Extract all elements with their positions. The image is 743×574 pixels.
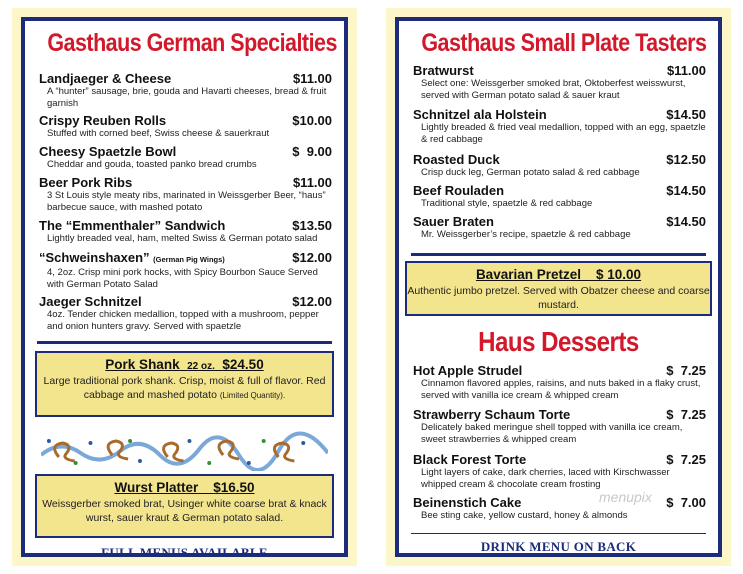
box-body: Authentic jumbo pretzel. Served with Obatzer cheese and coarse mustard.: [407, 285, 710, 311]
item-price: $11.00: [292, 175, 332, 190]
box-body: Weissgerber smoked brat, Usinger white coarse brat & knack wurst, sauer kraut & German potato salad.: [42, 498, 327, 524]
item-price: $14.50: [666, 183, 706, 198]
right-menu-panel: [386, 8, 731, 566]
box-heading-price: $16.50: [213, 480, 255, 495]
item-name: Sauer Braten: [413, 214, 494, 229]
item-name: Beinenstich Cake: [413, 495, 522, 510]
item-desc: Lightly breaded & fried veal medallion, topped with an egg, spaetzle & red cabbage: [421, 122, 706, 145]
item-note: (German Pig Wings): [153, 255, 225, 264]
item-desc: Cinnamon flavored apples, raisins, and nuts baked in a flaky crust, served with vanilla ice cream & whipped cream: [421, 378, 701, 401]
item-price: $14.50: [666, 107, 706, 122]
dessert-item: [413, 495, 706, 522]
item-name: Jaeger Schnitzel: [39, 294, 142, 309]
item-name: Cheesy Spaetzle Bowl: [39, 144, 177, 159]
item-desc: Crisp duck leg, German potato salad & red cabbage: [421, 167, 640, 178]
menu-item: [413, 214, 706, 241]
item-price: $14.50: [666, 214, 706, 229]
item-name: Black Forest Torte: [413, 452, 527, 467]
item-desc: Stuffed with corned beef, Swiss cheese & sauerkraut: [47, 128, 270, 139]
item-price: $12.00: [292, 250, 332, 265]
menu-item: [413, 107, 706, 146]
box-body-note: (Limited Quantity).: [219, 391, 286, 400]
menu-item: [413, 183, 706, 210]
item-name: Hot Apple Strudel: [413, 363, 523, 378]
wurst-platter-box: [35, 474, 334, 538]
item-price: $13.50: [292, 218, 332, 233]
item-price: $ 7.25: [666, 407, 706, 422]
box-heading-size: 22 oz.: [187, 361, 215, 372]
menu-item: [413, 152, 706, 179]
item-name: “Schweinshaxen”: [39, 250, 150, 265]
item-desc: Select one: Weissgerber smoked brat, Oktoberfest weisswurst, served with German potato salad & sauer kraut: [421, 78, 686, 101]
box-heading: [37, 357, 332, 372]
left-panel-paper: [25, 21, 344, 560]
box-heading-price: $24.50: [222, 357, 264, 372]
right-panel-paper: [399, 21, 718, 553]
item-desc: Bee sting cake, yellow custard, honey & almonds: [421, 510, 628, 521]
item-price: $ 7.25: [666, 452, 706, 467]
menu-item: [39, 113, 332, 140]
box-heading-name: Pork Shank: [105, 357, 180, 372]
item-price: $10.00: [292, 113, 332, 128]
menu-item: [39, 71, 332, 110]
dessert-item: [413, 363, 706, 402]
item-desc: A “hunter” sausage, brie, gouda and Havarti cheeses, bread & fruit garnish: [47, 86, 327, 109]
watermark: menupix: [599, 489, 652, 505]
item-name: The “Emmenthaler” Sandwich: [39, 218, 226, 233]
menu-item: [39, 250, 332, 291]
item-price: $ 7.00: [666, 495, 706, 510]
item-desc: Delicately baked meringue shell topped with vanilla ice cream, sweet strawberries & whipped cream: [421, 422, 683, 445]
box-body-text: Large traditional pork shank. Crisp, moist & full of flavor. Red cabbage and mashed potato: [43, 375, 326, 401]
item-desc: 4, 2oz. Crisp mini pork hocks, with Spicy Bourbon Sauce Served with German Potato Salad: [47, 267, 318, 290]
section-divider: [37, 341, 332, 344]
item-price: $12.00: [292, 294, 332, 309]
menu-item: [39, 144, 332, 171]
bavarian-pretzel-box: [405, 261, 712, 316]
item-desc: Cheddar and gouda, toasted panko bread crumbs: [47, 159, 257, 170]
item-name: Roasted Duck: [413, 152, 500, 167]
pretzel-garland-icon: [41, 431, 328, 471]
section-divider: [411, 253, 706, 256]
box-heading-name: Bavarian Pretzel: [475, 267, 581, 282]
item-desc: 4oz. Tender chicken medallion, topped with a mushroom, pepper and onion hunters gravy. Served with spaetzle: [47, 309, 319, 332]
item-desc: Traditional style, spaetzle & red cabbage: [421, 198, 593, 209]
left-footer: FULL MENUS AVAILABLE: [101, 545, 268, 560]
right-title: Gasthaus Small Plate Tasters: [421, 29, 707, 57]
section-divider: [411, 533, 706, 534]
left-menu-panel: [12, 8, 357, 566]
desserts-title: Haus Desserts: [478, 326, 639, 357]
box-heading-price: $ 10.00: [596, 267, 642, 282]
menu-item: [39, 218, 332, 245]
item-name: Schnitzel ala Holstein: [413, 107, 547, 122]
item-price: $11.00: [292, 71, 332, 86]
box-heading: [37, 480, 332, 495]
item-name: Strawberry Schaum Torte: [413, 407, 571, 422]
box-heading-name: Wurst Platter: [114, 480, 199, 495]
box-heading: [407, 267, 710, 282]
item-desc: Mr. Weissgerber’s recipe, spaetzle & red cabbage: [421, 229, 631, 240]
right-panel-border: [395, 17, 722, 557]
menu-item: [39, 294, 332, 333]
item-name: Beef Rouladen: [413, 183, 505, 198]
item-desc: Light layers of cake, dark cherries, laced with Kirschwasser whipped cream & chocolate cream frosting: [421, 467, 670, 490]
menu-item: [413, 63, 706, 102]
item-desc: 3 St Louis style meaty ribs, marinated in Weissgerber Beer, “haus” barbecue sauce, with mashed potato: [47, 190, 326, 213]
item-price: $ 7.25: [666, 363, 706, 378]
right-footer: DRINK MENU ON BACK: [480, 539, 637, 554]
item-desc: Lightly breaded veal, ham, melted Swiss & German potato salad: [47, 233, 318, 244]
item-name: Landjaeger & Cheese: [39, 71, 172, 86]
item-price: $12.50: [666, 152, 706, 167]
item-name: Bratwurst: [413, 63, 474, 78]
box-body: [37, 374, 332, 403]
item-name: Crispy Reuben Rolls: [39, 113, 167, 128]
item-price: $11.00: [666, 63, 706, 78]
dessert-item: [413, 452, 706, 491]
pork-shank-box: [35, 351, 334, 417]
item-name: Beer Pork Ribs: [39, 175, 133, 190]
item-price: $ 9.00: [292, 144, 332, 159]
left-panel-border: [21, 17, 348, 560]
menu-item: [39, 175, 332, 214]
left-title: Gasthaus German Specialties: [47, 29, 337, 57]
dessert-item: [413, 407, 706, 446]
